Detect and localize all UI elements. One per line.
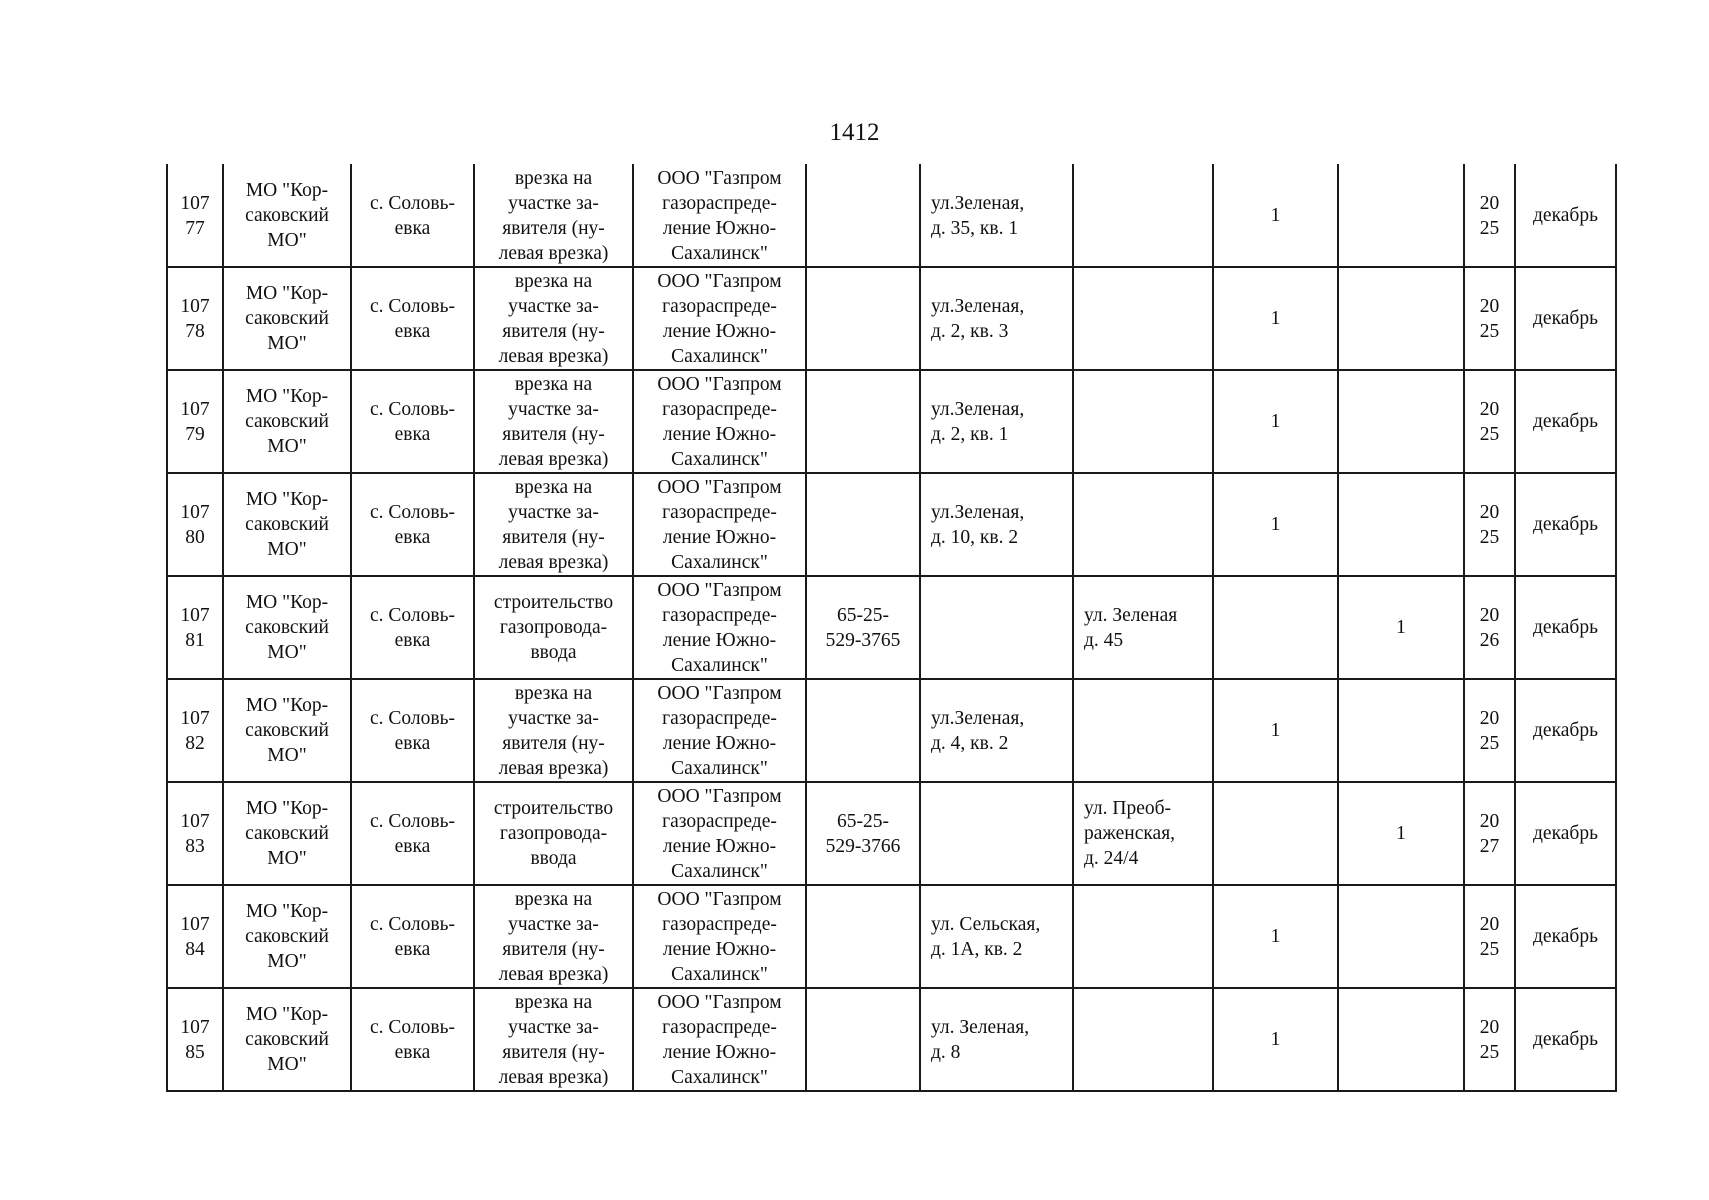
construction-address-cell: [1073, 473, 1213, 576]
month-cell: декабрь: [1515, 267, 1616, 370]
construction-address-cell: [1073, 679, 1213, 782]
year-cell: 20 25: [1464, 473, 1515, 576]
work-type-cell: врезка на участке за- явителя (ну- левая врезка): [474, 473, 633, 576]
object-code-cell: [806, 988, 920, 1091]
construction-count-cell: [1338, 165, 1464, 268]
row-number-cell: 107 83: [167, 782, 223, 885]
construction-address-cell: [1073, 165, 1213, 268]
object-code-cell: [806, 885, 920, 988]
municipality-cell: МО "Кор- саковский МО": [223, 679, 351, 782]
construction-count-cell: [1338, 473, 1464, 576]
construction-address-cell: [1073, 885, 1213, 988]
object-code-cell: [806, 679, 920, 782]
row-number-cell: 107 77: [167, 165, 223, 268]
year-cell: 20 25: [1464, 165, 1515, 268]
municipality-cell: МО "Кор- саковский МО": [223, 267, 351, 370]
table-body: [167, 165, 1616, 1092]
municipality-cell: МО "Кор- саковский МО": [223, 576, 351, 679]
month-cell: декабрь: [1515, 885, 1616, 988]
table-row: [167, 576, 1616, 679]
construction-count-cell: [1338, 988, 1464, 1091]
page-number: 1412: [829, 119, 880, 146]
address-cell: ул.Зеленая, д. 2, кв. 3: [920, 267, 1073, 370]
month-cell: декабрь: [1515, 782, 1616, 885]
row-number-cell: 107 80: [167, 473, 223, 576]
row-number-cell: 107 84: [167, 885, 223, 988]
table-row: [167, 782, 1616, 885]
work-type-cell: врезка на участке за- явителя (ну- левая врезка): [474, 885, 633, 988]
address-cell: ул.Зеленая, д. 2, кв. 1: [920, 370, 1073, 473]
row-number-cell: 107 81: [167, 576, 223, 679]
year-cell: 20 25: [1464, 885, 1515, 988]
connection-count-cell: 1: [1213, 679, 1338, 782]
settlement-cell: с. Соловь- евка: [351, 370, 474, 473]
object-code-cell: [806, 267, 920, 370]
year-cell: 20 25: [1464, 370, 1515, 473]
settlement-cell: с. Соловь- евка: [351, 267, 474, 370]
connection-count-cell: 1: [1213, 885, 1338, 988]
month-cell: декабрь: [1515, 370, 1616, 473]
month-cell: декабрь: [1515, 473, 1616, 576]
settlement-cell: с. Соловь- евка: [351, 679, 474, 782]
address-cell: [920, 576, 1073, 679]
construction-address-cell: ул. Зеленая д. 45: [1073, 576, 1213, 679]
municipality-cell: МО "Кор- саковский МО": [223, 885, 351, 988]
work-type-cell: строительство газопровода- ввода: [474, 576, 633, 679]
organization-cell: ООО "Газпром газораспреде- ление Южно- Сахалинск": [633, 473, 806, 576]
year-cell: 20 27: [1464, 782, 1515, 885]
object-code-cell: [806, 473, 920, 576]
row-number-cell: 107 85: [167, 988, 223, 1091]
construction-count-cell: [1338, 267, 1464, 370]
construction-address-cell: [1073, 370, 1213, 473]
table-row: [167, 370, 1616, 473]
month-cell: декабрь: [1515, 165, 1616, 268]
address-cell: [920, 782, 1073, 885]
table-row: [167, 885, 1616, 988]
object-code-cell: 65-25- 529-3765: [806, 576, 920, 679]
table-row: [167, 165, 1616, 268]
address-cell: ул.Зеленая, д. 4, кв. 2: [920, 679, 1073, 782]
year-cell: 20 25: [1464, 679, 1515, 782]
settlement-cell: с. Соловь- евка: [351, 885, 474, 988]
municipality-cell: МО "Кор- саковский МО": [223, 165, 351, 268]
settlement-cell: с. Соловь- евка: [351, 576, 474, 679]
municipality-cell: МО "Кор- саковский МО": [223, 473, 351, 576]
table-row: [167, 679, 1616, 782]
work-type-cell: врезка на участке за- явителя (ну- левая врезка): [474, 988, 633, 1091]
work-type-cell: врезка на участке за- явителя (ну- левая врезка): [474, 165, 633, 268]
table-row: [167, 267, 1616, 370]
organization-cell: ООО "Газпром газораспреде- ление Южно- Сахалинск": [633, 885, 806, 988]
row-number-cell: 107 78: [167, 267, 223, 370]
construction-count-cell: [1338, 679, 1464, 782]
gas-connection-table: [166, 164, 1617, 1092]
address-cell: ул. Зеленая, д. 8: [920, 988, 1073, 1091]
table-row: [167, 473, 1616, 576]
work-type-cell: строительство газопровода- ввода: [474, 782, 633, 885]
connection-count-cell: 1: [1213, 473, 1338, 576]
municipality-cell: МО "Кор- саковский МО": [223, 782, 351, 885]
construction-address-cell: [1073, 988, 1213, 1091]
settlement-cell: с. Соловь- евка: [351, 473, 474, 576]
month-cell: декабрь: [1515, 576, 1616, 679]
address-cell: ул.Зеленая, д. 10, кв. 2: [920, 473, 1073, 576]
connection-count-cell: 1: [1213, 988, 1338, 1091]
year-cell: 20 25: [1464, 988, 1515, 1091]
construction-count-cell: 1: [1338, 782, 1464, 885]
row-number-cell: 107 79: [167, 370, 223, 473]
construction-count-cell: 1: [1338, 576, 1464, 679]
organization-cell: ООО "Газпром газораспреде- ление Южно- Сахалинск": [633, 988, 806, 1091]
work-type-cell: врезка на участке за- явителя (ну- левая врезка): [474, 267, 633, 370]
work-type-cell: врезка на участке за- явителя (ну- левая врезка): [474, 370, 633, 473]
organization-cell: ООО "Газпром газораспреде- ление Южно- Сахалинск": [633, 165, 806, 268]
municipality-cell: МО "Кор- саковский МО": [223, 988, 351, 1091]
settlement-cell: с. Соловь- евка: [351, 782, 474, 885]
table-row: [167, 988, 1616, 1091]
settlement-cell: с. Соловь- евка: [351, 988, 474, 1091]
connection-count-cell: 1: [1213, 267, 1338, 370]
connection-count-cell: [1213, 782, 1338, 885]
connection-count-cell: [1213, 576, 1338, 679]
organization-cell: ООО "Газпром газораспреде- ление Южно- Сахалинск": [633, 679, 806, 782]
organization-cell: ООО "Газпром газораспреде- ление Южно- Сахалинск": [633, 576, 806, 679]
connection-count-cell: 1: [1213, 370, 1338, 473]
year-cell: 20 25: [1464, 267, 1515, 370]
work-type-cell: врезка на участке за- явителя (ну- левая врезка): [474, 679, 633, 782]
construction-count-cell: [1338, 370, 1464, 473]
month-cell: декабрь: [1515, 988, 1616, 1091]
settlement-cell: с. Соловь- евка: [351, 165, 474, 268]
row-number-cell: 107 82: [167, 679, 223, 782]
month-cell: декабрь: [1515, 679, 1616, 782]
organization-cell: ООО "Газпром газораспреде- ление Южно- Сахалинск": [633, 370, 806, 473]
construction-address-cell: [1073, 267, 1213, 370]
construction-address-cell: ул. Преоб- раженская, д. 24/4: [1073, 782, 1213, 885]
organization-cell: ООО "Газпром газораспреде- ление Южно- Сахалинск": [633, 267, 806, 370]
municipality-cell: МО "Кор- саковский МО": [223, 370, 351, 473]
object-code-cell: [806, 370, 920, 473]
construction-count-cell: [1338, 885, 1464, 988]
object-code-cell: 65-25- 529-3766: [806, 782, 920, 885]
address-cell: ул.Зеленая, д. 35, кв. 1: [920, 165, 1073, 268]
object-code-cell: [806, 165, 920, 268]
organization-cell: ООО "Газпром газораспреде- ление Южно- Сахалинск": [633, 782, 806, 885]
connection-count-cell: 1: [1213, 165, 1338, 268]
year-cell: 20 26: [1464, 576, 1515, 679]
address-cell: ул. Сельская, д. 1А, кв. 2: [920, 885, 1073, 988]
